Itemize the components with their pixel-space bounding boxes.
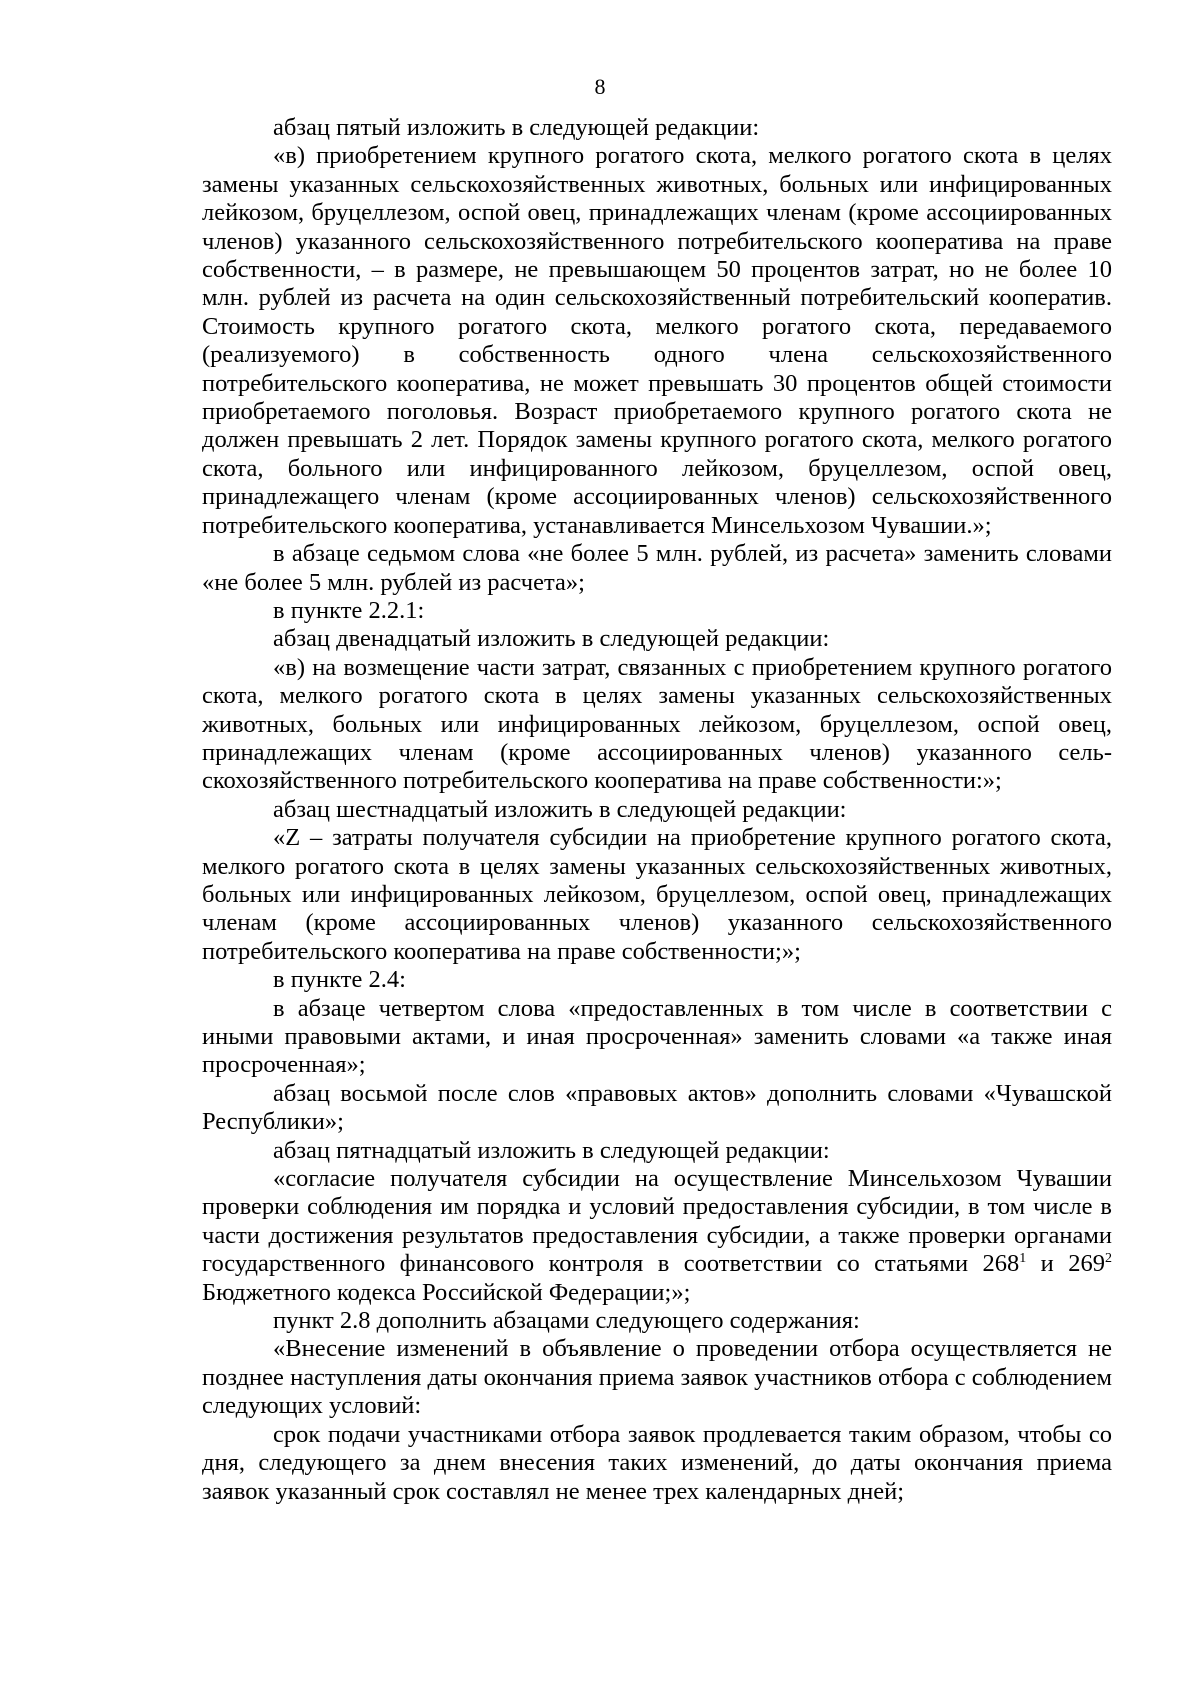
paragraph: абзац пятый изложить в следующей редакции: bbox=[273, 114, 760, 141]
paragraph: абзац шестнадцатый изложить в следующей редакции: bbox=[273, 795, 847, 823]
paragraph: в пункте 2.2.1: bbox=[273, 596, 425, 624]
page-number: 8 bbox=[594, 74, 606, 99]
paragraph: «Внесение изменений в объявление о проведении отбора осуществляется не позднее наступления даты окончания приема заявок участников отбора с соблюдением следующих условий: bbox=[202, 1335, 1112, 1420]
paragraph: «в) на возмещение части затрат, связанных с приобретением крупного рогатого скота, мелкого рогатого скота в целях замены указанных сельскохозяйственных животных, больных или инфицированных лейкозом, бруцеллезом, оспой овец, принадлежащих членам (кроме ассоциированных членов) указанного сельскохозяйственного потребительского кооператива на праве собственности:»; bbox=[202, 653, 1112, 795]
document-body bbox=[202, 114, 1112, 1506]
paragraph-text: «согласие получателя субсидии на осуществление Минсельхозом Чувашии проверки соблюдения им порядка и условий предоставления субсидии, в том числе в части достижения результатов предоставления субсидии, а также проверки органами государственного финансового контроля в соответствии со статьями 268 bbox=[202, 1165, 1112, 1278]
paragraph: абзац пятнадцатый изложить в следующей редакции: bbox=[273, 1136, 830, 1164]
paragraph: срок подачи участниками отбора заявок продлевается таким образом, чтобы со дня, следующего за днем внесения таких изменений, до даты окончания приема заявок указанный срок составлял не менее трех календарных дней; bbox=[202, 1420, 1112, 1505]
paragraph: «в) приобретением крупного рогатого скота, мелкого рогатого скота в целях замены указанных сельскохозяйственных животных, больных или инфицированных лейкозом, бруцеллезом, оспой овец, принадлежащих членам (кроме ассоциированных членов) указанного сельскохозяйственного потребительского кооператива на праве собственности, – в размере, не превышающем 50 процентов затрат, но не более 10 млн. рублей из расчета на один сельскохозяйственный потребительский кооператив. Стоимость крупного рогатого скота, мелкого рогатого скота, передаваемого (реализуемого) в собственность одного члена сельскохозяйственного потребительского кооператива, не может превышать 30 процентов общей стоимости приобретаемого поголовья. Возраст приобретаемого крупного рогатого скота не должен превышать 2 лет. Порядок замены крупного рогатого скота, мелкого рогатого скота, больного или инфицированного лейкозом, бруцеллезом, оспой овец, принадлежащего членам (кроме ассоциированных членов) сельскохозяйственного потребительского кооператива, устанавливается Минсельхозом Чувашии.»; bbox=[202, 142, 1112, 539]
paragraph: «Z – затраты получателя субсидии на приобретение крупного рогатого скота, мелкого рогатого скота в целях замены указанных сельскохозяйственных животных, больных или инфицированных лейкозом, бруцеллезом, оспой овец, принадлежащих членам (кроме ассоциированных членов) указанного сельскохозяйственного потребительского кооператива на праве собственности;»; bbox=[202, 824, 1112, 965]
superscript-2: 2 bbox=[1104, 1251, 1112, 1267]
paragraph: в абзаце седьмом слова «не более 5 млн. рублей, из расчета» заменить словами «не более 5 млн. рублей из расчета»; bbox=[202, 540, 1112, 596]
paragraph: абзац двенадцатый изложить в следующей редакции: bbox=[273, 625, 830, 653]
paragraph: абзац восьмой после слов «правовых актов» дополнить словами «Чувашской Республики»; bbox=[202, 1079, 1112, 1136]
paragraph bbox=[202, 1165, 1112, 1307]
superscript-1: 1 bbox=[1019, 1251, 1027, 1267]
paragraph: в пункте 2.4: bbox=[273, 966, 406, 994]
paragraph: в абзаце четвертом слова «предоставленных в том числе в соответствии с иными правовыми актами, и иная просроченная» заменить словами «а также иная просроченная»; bbox=[202, 994, 1112, 1079]
paragraph-text: и 269 bbox=[1026, 1250, 1105, 1278]
paragraph-text: Бюджетного кодекса Российской Федерации;»; bbox=[202, 1278, 691, 1306]
paragraph: пункт 2.8 дополнить абзацами следующего содержания: bbox=[273, 1307, 860, 1335]
